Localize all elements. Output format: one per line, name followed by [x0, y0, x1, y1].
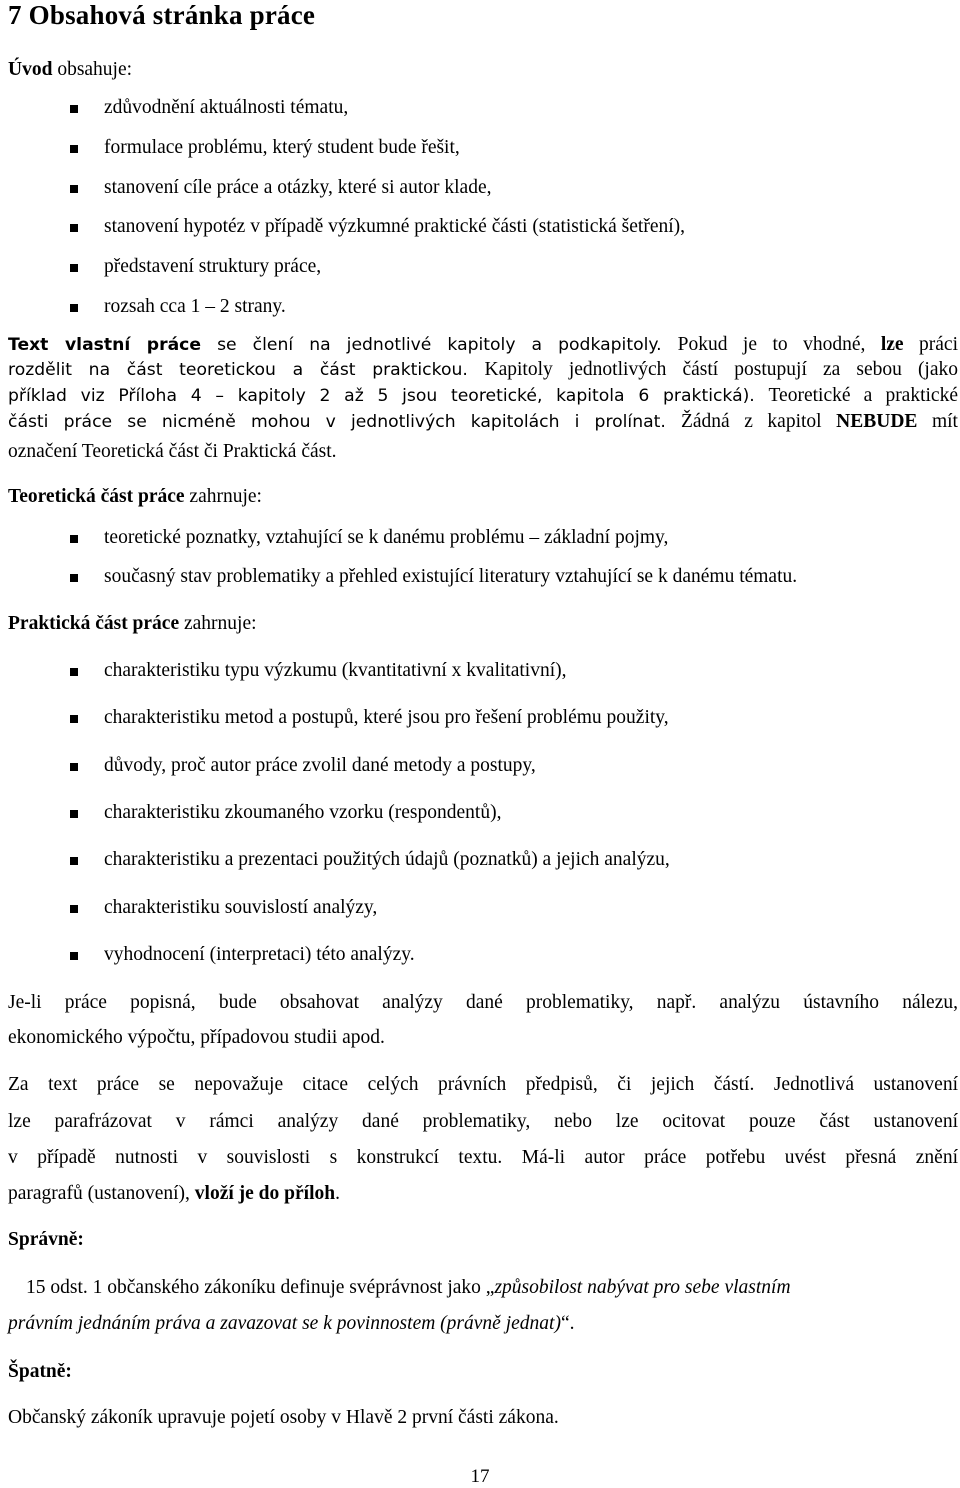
spravne-span: “. — [560, 1313, 575, 1334]
citace-line: Za text práce se nepovažuje citace celých právních předpisů, či jejich částí. Jednotlivá ustanovení — [8, 1074, 958, 1095]
bullet-icon — [70, 535, 78, 543]
text-para-bold: NEBUDE — [836, 411, 918, 432]
prakticka-item: charakteristiku metod a postupů, které jsou pro řešení problému použity, — [104, 707, 669, 728]
prakticka-item: charakteristiku typu výzkumu (kvantitativní x kvalitativní), — [104, 660, 567, 681]
citace-line — [8, 1182, 340, 1206]
spravne-line — [8, 1312, 574, 1336]
bullet-icon — [70, 304, 78, 312]
bullet-icon — [70, 224, 78, 232]
text-para-span: se člení na jednotlivé kapitoly a podkapitoly. — [201, 335, 678, 355]
bullet-icon — [70, 905, 78, 913]
text-para-line — [8, 440, 337, 464]
text-para-span: části práce se nicméně mohou v jednotlivých kapitolách i prolínat. — [8, 412, 681, 432]
uvod-item: představení struktury práce, — [104, 256, 322, 277]
bullet-icon — [70, 715, 78, 723]
spravne-label: Správně: — [8, 1229, 84, 1250]
teoreticka-intro — [8, 485, 262, 509]
text-para-span: příklad viz Příloha 4 – kapitoly 2 až 5 jsou teoretické, kapitola 6 praktická). — [8, 386, 769, 406]
teoreticka-item: současný stav problematiky a přehled existující literatury vztahující se k danému tématu. — [104, 566, 798, 587]
citace-line: v případě nutnosti v souvislosti s konstrukcí textu. Má-li autor práce potřebu uvést přesná znění — [8, 1147, 958, 1168]
prakticka-item: charakteristiku a prezentaci použitých údajů (poznatků) a jejich analýzu, — [104, 849, 670, 870]
citace-bold: vloží je do příloh — [194, 1183, 336, 1204]
citace-span: paragrafů (ustanovení), — [8, 1183, 195, 1204]
spatne-text: Občanský zákoník upravuje pojetí osoby v Hlavě 2 první části zákona. — [8, 1407, 559, 1428]
text-para-line — [8, 333, 958, 357]
prakticka-item: důvody, proč autor práce zvolil dané metody a postupy, — [104, 755, 536, 776]
teoreticka-label: Teoretická část práce — [8, 486, 185, 507]
spatne-label: Špatně: — [8, 1361, 72, 1382]
uvod-item: stanovení hypotéz v případě výzkumné praktické části (statistická šetření), — [104, 216, 686, 237]
chapter-heading: 7 Obsahová stránka práce — [8, 0, 316, 30]
uvod-label: Úvod — [8, 59, 53, 80]
text-para-span: Kapitoly jednotlivých částí postupují za sebou (jako — [484, 359, 959, 380]
bullet-icon — [70, 857, 78, 865]
text-para-span: Teoretické a praktické — [768, 385, 958, 406]
text-para-span: Pokud je to vhodné, — [677, 334, 881, 355]
bullet-icon — [70, 185, 78, 193]
popisna-line: Je-li práce popisná, bude obsahovat analýzy dané problematiky, např. analýzu ústavního nálezu, — [8, 992, 958, 1013]
page-number: 17 — [470, 1466, 490, 1487]
prakticka-label: Praktická část práce — [8, 613, 180, 634]
prakticka-item: charakteristiku souvislostí analýzy, — [104, 897, 378, 918]
uvod-item: zdůvodnění aktuálnosti tématu, — [104, 97, 349, 118]
bullet-icon — [70, 264, 78, 272]
prakticka-intro — [8, 612, 257, 636]
bullet-icon — [70, 105, 78, 113]
spravne-span: 15 odst. 1 občanského zákoníku definuje svéprávnost jako „ — [26, 1277, 495, 1298]
citace-span: . — [335, 1183, 340, 1204]
text-para-span: práci — [903, 334, 958, 355]
citace-line: lze parafrázovat v rámci analýzy dané problematiky, nebo lze ocitovat pouze část ustanovení — [8, 1111, 958, 1132]
text-para-line — [8, 384, 958, 408]
text-para-span: Žádná z kapitol — [680, 411, 837, 432]
text-para-span: rozdělit na část teoretickou a část praktickou. — [8, 360, 485, 380]
popisna-line: ekonomického výpočtu, případovou studii apod. — [8, 1027, 385, 1048]
teoreticka-rest: zahrnuje: — [184, 486, 262, 507]
text-para-bold: Text vlastní práce — [8, 335, 202, 355]
bullet-icon — [70, 952, 78, 960]
text-para-line — [8, 410, 958, 434]
spravne-line — [26, 1276, 791, 1300]
spravne-italic: právním jednáním práva a zavazovat se k povinnostem (právně jednat) — [8, 1313, 561, 1334]
bullet-icon — [70, 574, 78, 582]
text-para-span: mít — [917, 411, 958, 432]
bullet-icon — [70, 668, 78, 676]
prakticka-item: charakteristiku zkoumaného vzorku (respondentů), — [104, 802, 502, 823]
uvod-item: stanovení cíle práce a otázky, které si autor klade, — [104, 177, 492, 198]
text-para-bold: lze — [880, 334, 904, 355]
bullet-icon — [70, 145, 78, 153]
teoreticka-item: teoretické poznatky, vztahující se k danému problému – základní pojmy, — [104, 527, 669, 548]
prakticka-rest: zahrnuje: — [179, 613, 257, 634]
uvod-item: formulace problému, který student bude řešit, — [104, 137, 460, 158]
uvod-rest: obsahuje: — [52, 59, 133, 80]
bullet-icon — [70, 810, 78, 818]
spravne-italic: způsobilost nabývat pro sebe vlastním — [494, 1277, 791, 1298]
uvod-item: rozsah cca 1 – 2 strany. — [104, 296, 286, 317]
text-para-span: označení Teoretická část či Praktická část. — [8, 441, 337, 462]
uvod-intro — [8, 58, 132, 82]
prakticka-item: vyhodnocení (interpretaci) této analýzy. — [104, 944, 415, 965]
text-para-line — [8, 358, 958, 382]
bullet-icon — [70, 763, 78, 771]
